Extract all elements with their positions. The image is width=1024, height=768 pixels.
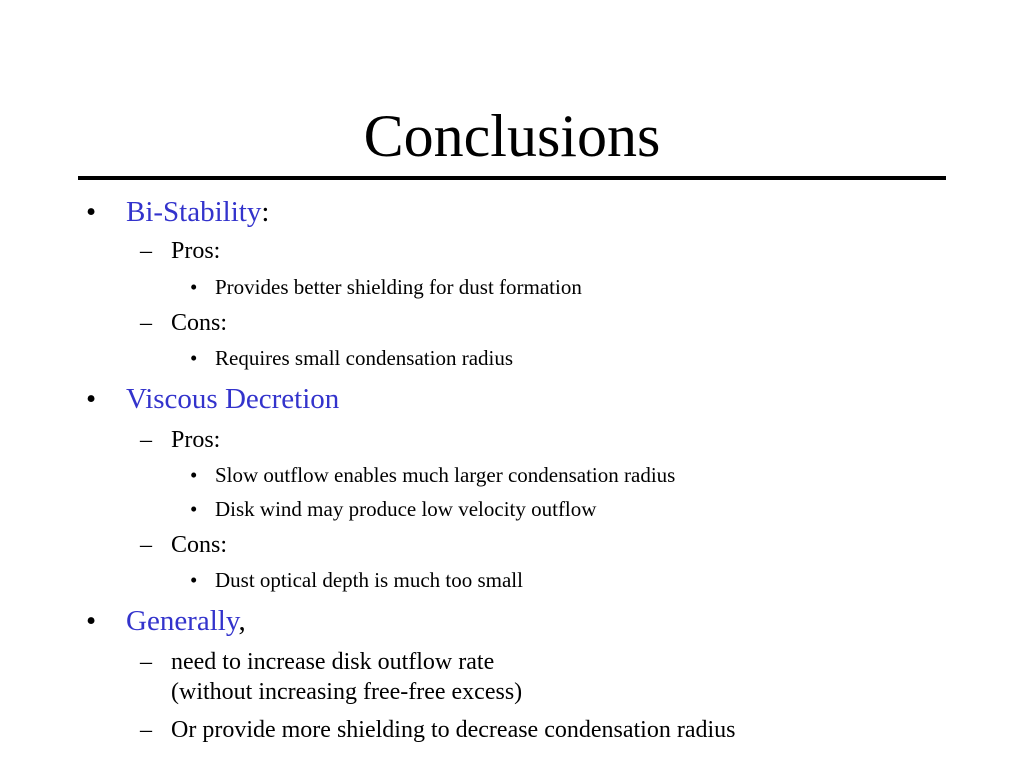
level2-dash: – <box>140 532 152 558</box>
level3-bullet: • <box>190 463 198 487</box>
heading-text: Viscous Decretion <box>126 383 340 415</box>
list-item: Or provide more shielding to decrease condensation radius <box>171 717 736 743</box>
level3-bullet: • <box>190 275 198 299</box>
level2-dash: – <box>140 649 152 675</box>
cons-label: Cons: <box>171 310 228 336</box>
list-item: need to increase disk outflow rate <box>171 649 495 675</box>
section-heading-viscous-decretion <box>126 382 339 416</box>
section-heading-generally <box>126 604 246 638</box>
pros-label: Pros: <box>171 427 221 453</box>
level3-bullet: • <box>190 568 198 592</box>
list-item: Requires small condensation radius <box>215 346 514 370</box>
cons-label: Cons: <box>171 532 228 558</box>
slide-title: Conclusions <box>363 103 661 169</box>
heading-text: Bi-Stability <box>126 196 262 228</box>
level1-bullet: • <box>86 383 97 415</box>
list-item: Disk wind may produce low velocity outflow <box>215 497 597 521</box>
level2-dash: – <box>140 427 152 453</box>
level3-bullet: • <box>190 346 198 370</box>
level1-bullet: • <box>86 196 97 228</box>
list-item: Dust optical depth is much too small <box>215 568 523 592</box>
level2-dash: – <box>140 717 152 743</box>
list-item-continuation: (without increasing free-free excess) <box>171 679 523 705</box>
list-item: Provides better shielding for dust formation <box>215 275 582 299</box>
heading-text: Generally <box>126 605 239 637</box>
level1-bullet: • <box>86 605 97 637</box>
level3-bullet: • <box>190 497 198 521</box>
level2-dash: – <box>140 238 152 264</box>
title-underline <box>78 176 946 180</box>
pros-label: Pros: <box>171 238 221 264</box>
section-heading-bistability <box>126 195 269 229</box>
heading-punct: , <box>238 605 246 637</box>
heading-punct: : <box>261 196 270 228</box>
list-item: Slow outflow enables much larger condensation radius <box>215 463 676 487</box>
level2-dash: – <box>140 310 152 336</box>
